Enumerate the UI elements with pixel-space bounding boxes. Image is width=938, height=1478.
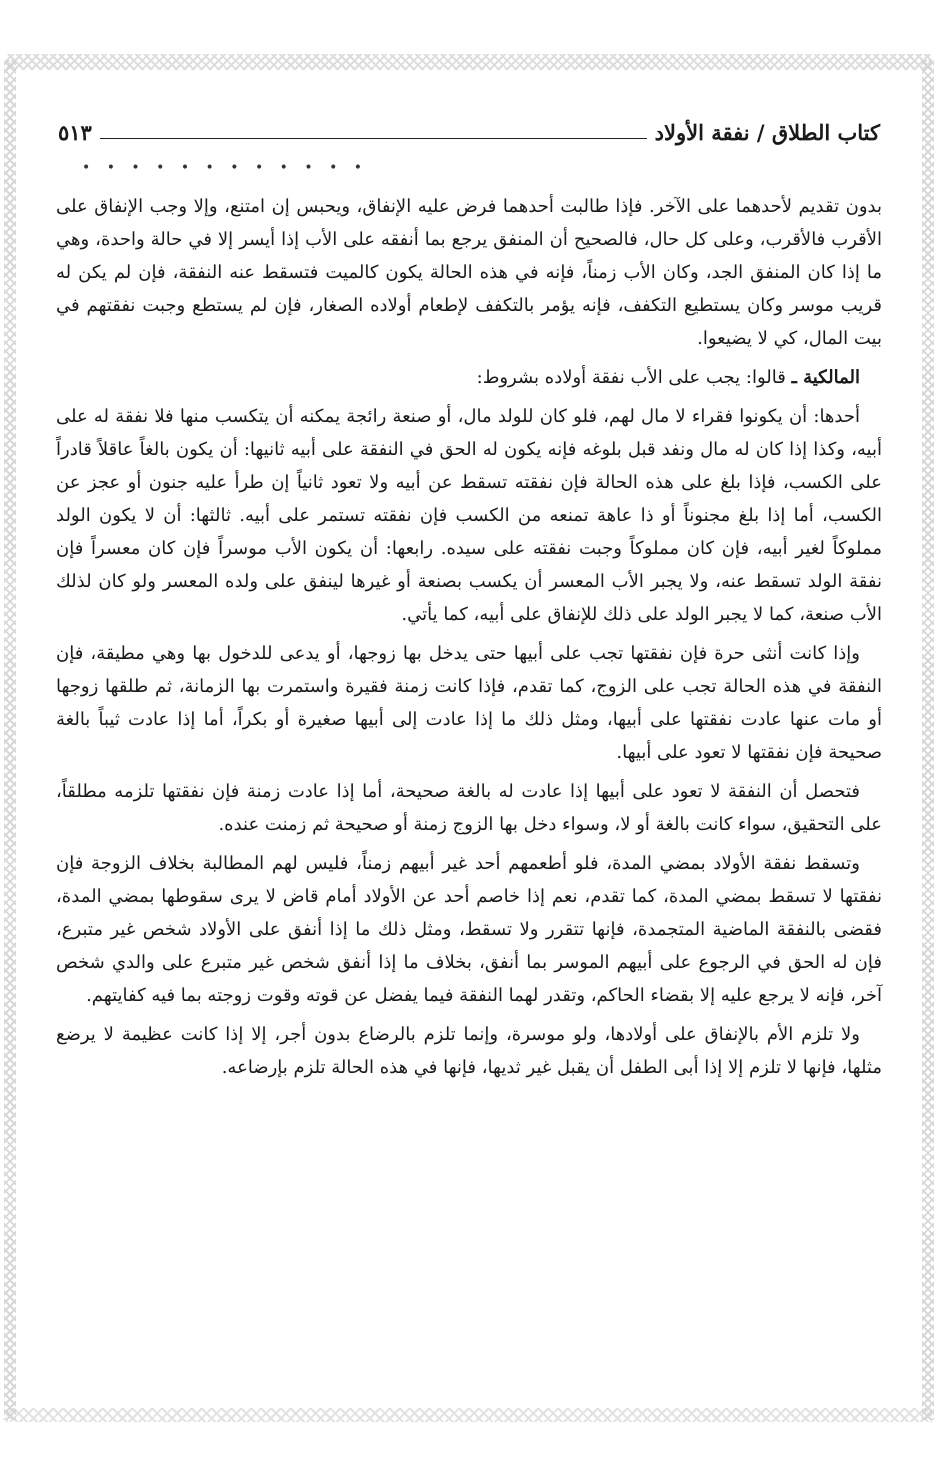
school-label-maliki: المالكية ـ [791,367,860,388]
paragraph-5: وتسقط نفقة الأولاد بمضي المدة، فلو أطعمهم أحد غير أبيهم زمناً، فليس لهم المطالبة بخلاف الزوجة فإن نفقتها لا تسقط بمضي المدة، كما تقدم، نعم إذا خاصم أحد عن الأولاد أمام قاض لا يرى سقوطها بمضي المدة، فقضى بالنفقة الماضية المتجمدة، فإنها تتقرر ولا تسقط، ومثل ذلك ما إذا أنفق على الأولاد شخص غير متبرع، فإن له الحق في الرجوع على أبيهم الموسر بما أنفق، بخلاف ما إذا أنفق شخص غير متبرع على والدي شخص آخر، فإنه لا يرجع عليه إلا بقضاء الحاكم، وتقدر لهما النفقة فيما يفضل عن قوته وقوت زوجته بما فيه كفايتهم. [56,853,883,1006]
running-title: كتاب الطلاق / نفقة الأولاد [654,119,880,145]
page-body [56,190,882,1090]
maliki-heading-line [56,361,882,394]
paragraph-3: وإذا كانت أنثى حرة فإن نفقتها تجب على أبيها حتى يدخل بها زوجها، أو يدعى للدخول بها وهي مطيقة، فإن النفقة في هذه الحالة تجب على الزوج، كما تقدم، فإذا كانت زمنة فقيرة واستمرت بها الزمانة، ثم طلقها زوجها أو مات عنها عادت نفقتها على أبيها، ومثل ذلك ما إذا عادت إلى أبيها صغيرة أو بكراً، أما إذا عادت ثيباً بالغة صحيحة فإن نفقتها لا تعود على أبيها. [56,643,882,763]
decorative-border-right [922,60,934,1420]
decorative-border-left [4,60,16,1420]
page-number: ٥١٣ [58,119,92,145]
paragraph-6: ولا تلزم الأم بالإنفاق على أولادها، ولو موسرة، وإنما تلزم بالرضاع بدون أجر، إلا إذا كانت عظيمة لا يرضع مثلها، فإنها لا تلزم إلا إذا أبى الطفل أن يقبل غير ثديها، فإنها في هذه الحالة تلزم بإرضاعه. [56,1024,882,1078]
decorative-border-bottom [6,1408,932,1422]
maliki-intro: قالوا: يجب على الأب نفقة أولاده بشروط: [476,367,786,388]
page-header [58,112,880,152]
paragraph-2: أحدها: أن يكونوا فقراء لا مال لهم، فلو كان للولد مال، أو صنعة رائجة يمكنه أن يتكسب منها فلا نفقة له على أبيه، وكذا إذا كان له مال ونفد قبل بلوغه فإنه يكون له الحق في النفقة على أبيه ثانيها: أن يكون بالغاً عاقلاً قادراً على الكسب، فإذا بلغ على هذه الحالة فإن نفقته تسقط عن أبيه ولا تعود ثانياً إن طرأ عليه جنون أو عجز عن الكسب، أما إذا بلغ مجنوناً أو ذا عاهة تمنعه من الكسب فإن نفقته تستمر على أبيه. ثالثها: أن لا يكون الولد مملوكاً لغير أبيه، فإن كان مملوكاً وجبت نفقته على سيده. رابعها: أن يكون الأب موسراً فإن كان معسراً فإن نفقة الولد تسقط عنه، ولا يجبر الأب المعسر أن يكسب بصنعة أو غيرها لينفق على ولده المعسر ولو كان لذلك الأب صنعة، كما لا يجبر الولد على ذلك للإنفاق على أبيه، كما يأتي. [56,406,882,625]
paragraph-1: بدون تقديم لأحدهما على الآخر. فإذا طالبت أحدهما فرض عليه الإنفاق، ويحبس إن امتنع، وإلا وجب الإنفاق على الأقرب فالأقرب، وعلى كل حال، فالصحيح أن المنفق يرجع بما أنفقه على الأب إذا أيسر إلا في حالة واحدة، وهي ما إذا كان المنفق الجد، وكان الأب زمناً، فإنه في هذه الحالة يكون كالميت فتسقط عنه النفقة، فإن لم يكن له قريب موسر وكان يستطيع التكفف، فإنه يؤمر بالتكفف لإطعام أولاده الصغار، فإن لم يستطع وجبت نفقتهم في بيت المال، كي لا يضيعوا. [56,196,882,349]
dotted-separator: • • • • • • • • • • • • [82,160,369,176]
header-rule [100,138,647,139]
decorative-border-top [6,54,932,70]
paragraph-4: فتحصل أن النفقة لا تعود على أبيها إذا عادت له بالغة صحيحة، أما إذا عادت زمنة فإن نفقتها تلزمه مطلقاً، على التحقيق، سواء كانت بالغة أو لا، وسواء دخل بها الزوج زمنة أو صحيحة ثم زمنت عنده. [56,781,882,835]
